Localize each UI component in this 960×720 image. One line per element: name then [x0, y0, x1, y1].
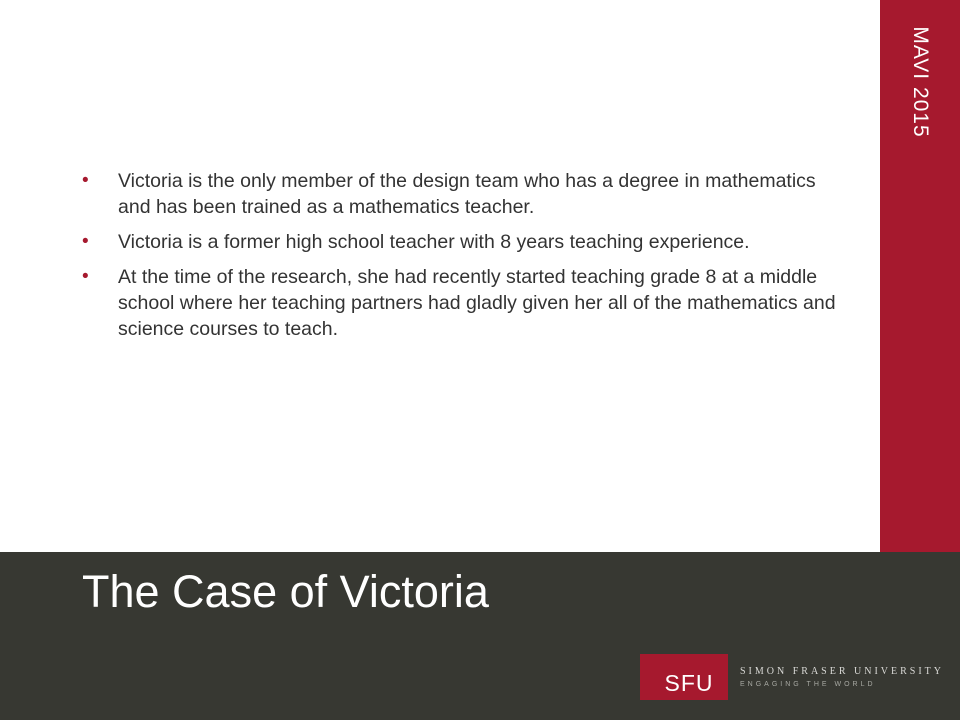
sfu-logo-mark	[640, 654, 728, 700]
bullet-item	[82, 229, 842, 255]
bullet-icon: •	[82, 231, 89, 252]
bullet-icon: •	[82, 266, 89, 287]
sfu-logo-wordmark	[740, 666, 944, 688]
university-tagline: ENGAGING THE WORLD	[740, 681, 876, 688]
bullet-item	[82, 264, 842, 342]
sfu-logo	[640, 654, 944, 700]
bullet-item	[82, 168, 842, 220]
bullet-icon: •	[82, 170, 89, 191]
sfu-logo-text: SFU	[664, 670, 714, 696]
bullet-list	[82, 168, 842, 351]
bullet-text: At the time of the research, she had recently started teaching grade 8 at a middle school where her teaching partners had gladly given her all of the mathematics and science courses to teach.	[118, 266, 836, 340]
bullet-text: Victoria is the only member of the design team who has a degree in mathematics and has been trained as a mathematics teacher.	[118, 170, 816, 218]
conference-label: MAVI 2015	[909, 26, 932, 138]
slide-title: The Case of Victoria	[82, 566, 489, 617]
bullet-text: Victoria is a former high school teacher with 8 years teaching experience.	[118, 231, 750, 253]
university-name: SIMON FRASER UNIVERSITY	[740, 666, 945, 677]
